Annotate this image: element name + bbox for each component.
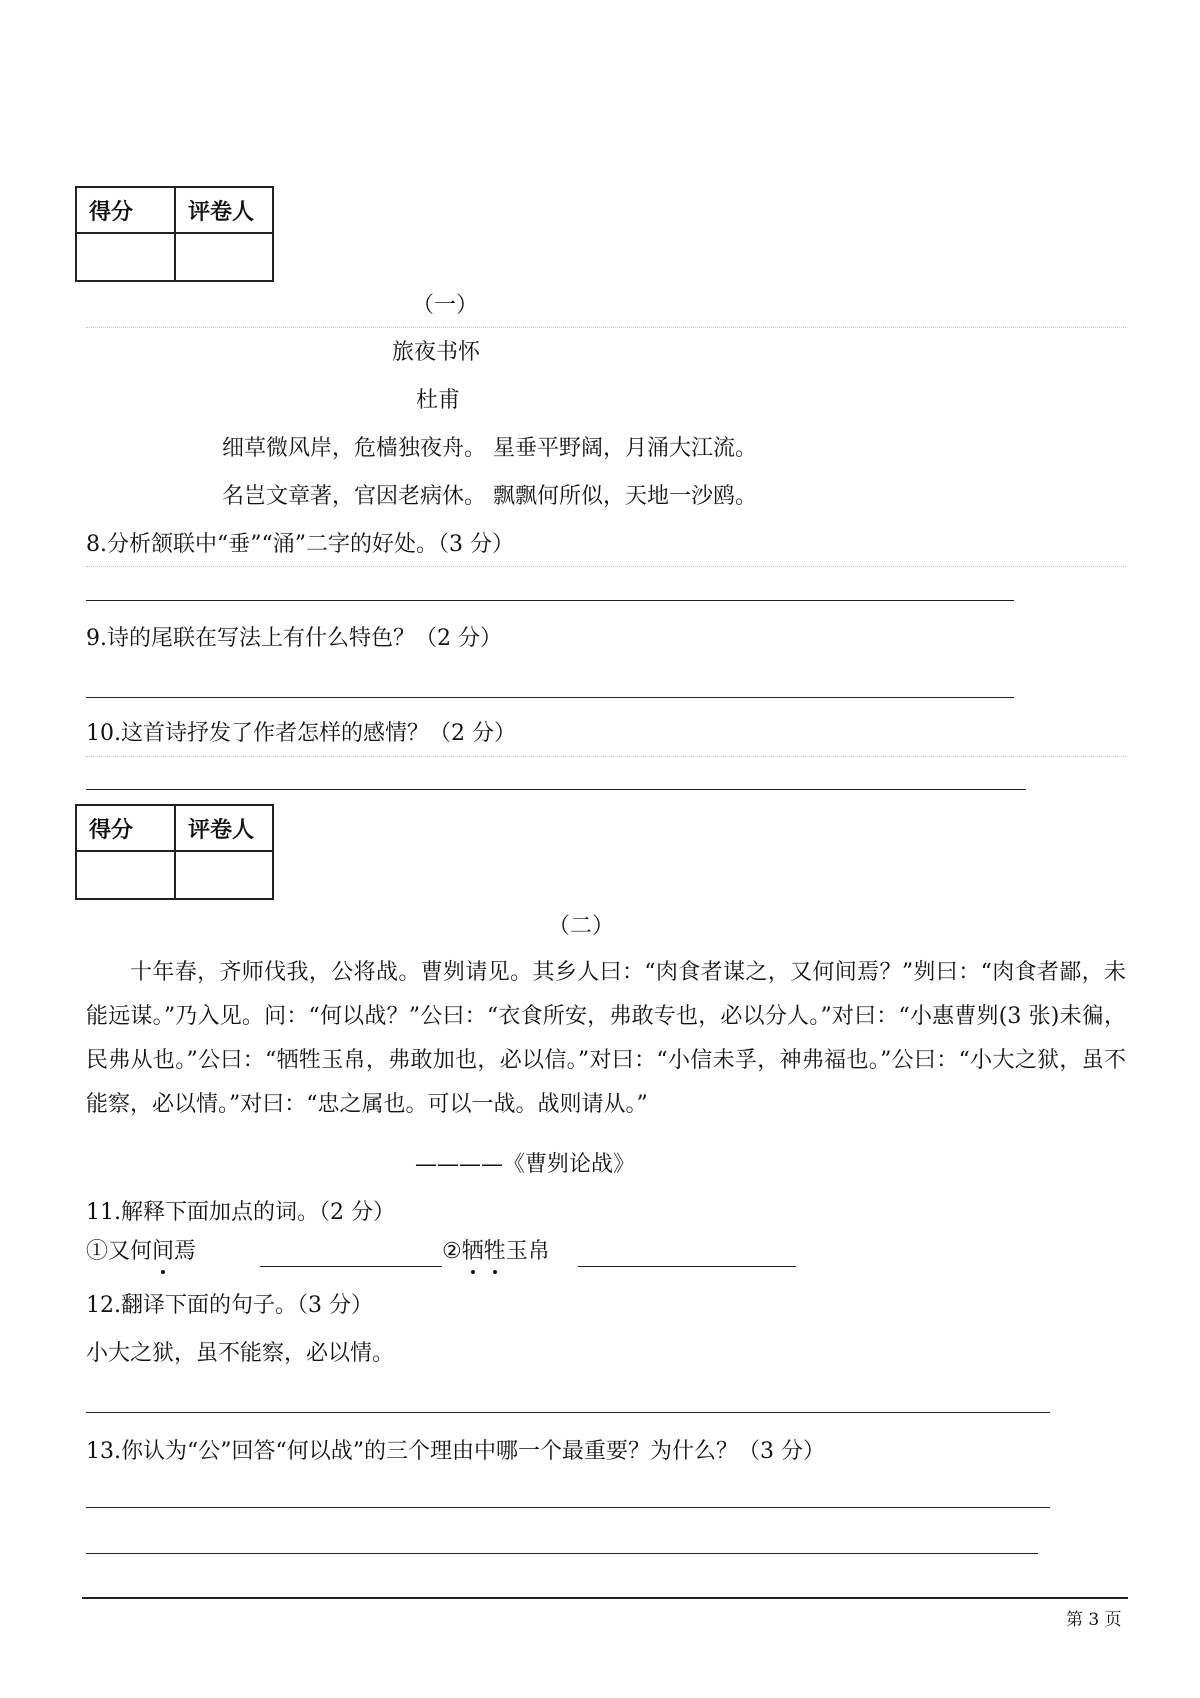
section-1-heading: （一） bbox=[412, 293, 479, 318]
page-number: 第 3 页 bbox=[1066, 1610, 1122, 1630]
question-10: 10.这首诗抒发了作者怎样的感情？（2 分） bbox=[86, 721, 516, 746]
grader-label: 评卷人 bbox=[175, 805, 273, 851]
answer-line-q12[interactable] bbox=[86, 1412, 1050, 1413]
question-11-items bbox=[86, 1237, 796, 1267]
answer-line-q8[interactable] bbox=[86, 600, 1014, 601]
passage-source: ————《曹刿论战》 bbox=[415, 1152, 636, 1177]
divider bbox=[86, 756, 1126, 757]
answer-line-q10[interactable] bbox=[86, 789, 1026, 790]
divider bbox=[86, 327, 1126, 328]
answer-line-q9[interactable] bbox=[86, 697, 1014, 698]
section-2-heading: （二） bbox=[548, 914, 615, 939]
answer-line-q13-1[interactable] bbox=[86, 1507, 1050, 1508]
footer-divider bbox=[82, 1597, 1128, 1599]
grader-input-cell[interactable] bbox=[175, 851, 273, 899]
answer-line-q13-2[interactable] bbox=[86, 1553, 1038, 1554]
score-label: 得分 bbox=[76, 805, 175, 851]
q11-item-2-prefix: ② bbox=[442, 1239, 462, 1264]
q11-item-1-suffix: 焉 bbox=[174, 1239, 197, 1264]
grader-label: 评卷人 bbox=[175, 187, 273, 233]
q11-item-2-suffix: 玉帛 bbox=[505, 1239, 550, 1264]
question-12-sentence: 小大之狱，虽不能察，必以情。 bbox=[86, 1341, 395, 1366]
poem-title: 旅夜书怀 bbox=[392, 340, 481, 365]
score-box-1 bbox=[75, 186, 274, 282]
poem-author: 杜甫 bbox=[416, 388, 461, 413]
poem-line-2: 名岂文章著，官因老病休。 飘飘何所似，天地一沙鸥。 bbox=[222, 484, 757, 509]
q11-dotted-word-2a: 牺 bbox=[462, 1237, 484, 1267]
answer-blank-q11-2[interactable] bbox=[578, 1242, 796, 1267]
score-input-cell[interactable] bbox=[76, 233, 175, 281]
question-9: 9.诗的尾联在写法上有什么特色？（2 分） bbox=[86, 626, 502, 651]
score-box-2 bbox=[75, 804, 274, 900]
divider bbox=[86, 566, 1126, 567]
question-13: 13.你认为“公”回答“何以战”的三个理由中哪一个最重要？为什么？（3 分） bbox=[86, 1439, 825, 1464]
answer-blank-q11-1[interactable] bbox=[260, 1242, 442, 1267]
grader-input-cell[interactable] bbox=[175, 233, 273, 281]
question-8: 8.分析颔联中“垂”“涌”二字的好处。（3 分） bbox=[86, 532, 514, 557]
score-label: 得分 bbox=[76, 187, 175, 233]
score-input-cell[interactable] bbox=[76, 851, 175, 899]
q11-dotted-word-2b: 牲 bbox=[484, 1237, 506, 1267]
q11-dotted-word-1: 间 bbox=[152, 1237, 174, 1267]
question-12: 12.翻译下面的句子。（3 分） bbox=[86, 1293, 373, 1318]
q11-item-1-prefix: ①又何 bbox=[86, 1239, 153, 1264]
classical-passage: 十年春，齐师伐我，公将战。曹刿请见。其乡人曰：“肉食者谋之，又何间焉？”刿曰：“肉食者鄙，未能远谋。”乃入见。问：“何以战？”公曰：“衣食所安，弗敢专也，必以分人。”对曰：“小惠曹刿(3 张)未徧，民弗从也。”公曰：“牺牲玉帛，弗敢加也，必以信。”对曰：“小信未孚，神弗福也。”公曰：“小大之狱，虽不能察，必以情。”对曰：“忠之属也。可以一战。战则请从。” bbox=[86, 960, 1126, 1117]
poem-line-1: 细草微风岸，危樯独夜舟。 星垂平野阔，月涌大江流。 bbox=[222, 436, 757, 461]
question-11: 11.解释下面加点的词。（2 分） bbox=[86, 1200, 395, 1225]
